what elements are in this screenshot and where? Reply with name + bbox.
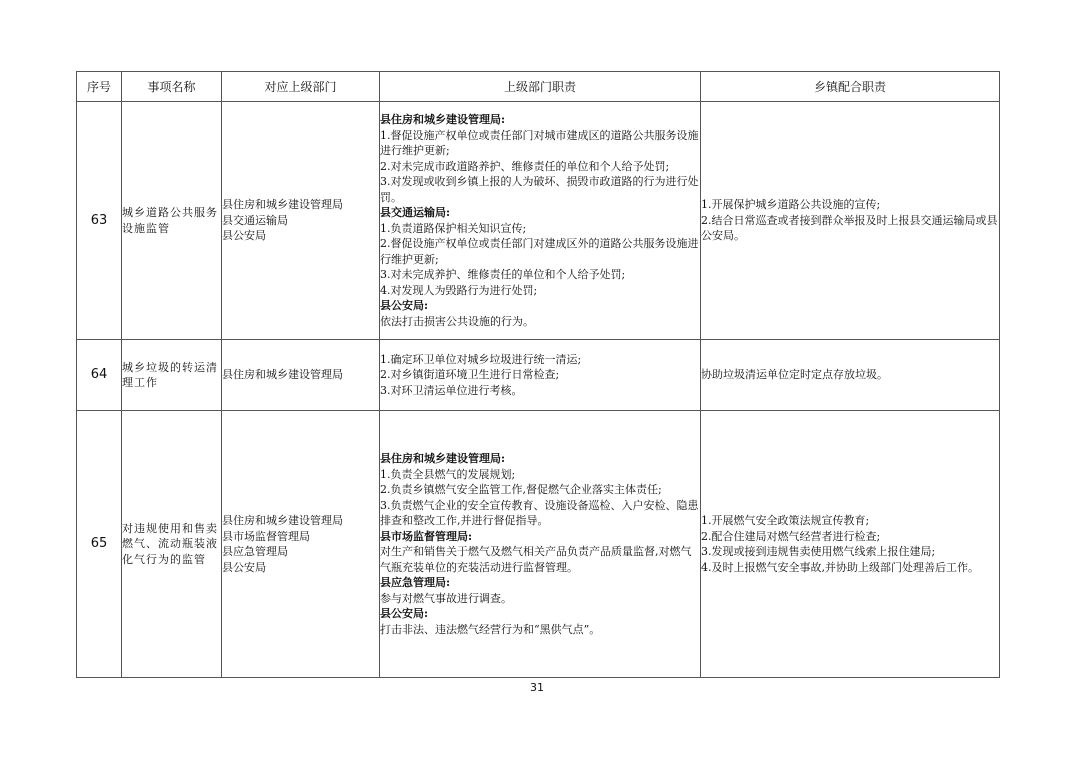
duty-line: 3.负责燃气企业的安全宣传教育、设施设备巡检、入户安检、隐患排查和整改工作,并进行督促指导。 — [380, 498, 699, 527]
duty-line: 1.确定环卫单位对城乡垃圾进行统一清运; — [380, 352, 582, 366]
row-number: 65 — [77, 411, 122, 678]
duty-department-heading: 县公安局: — [380, 299, 429, 312]
list-line: 3.发现或接到违规售卖使用燃气线索上报住建局; — [701, 545, 936, 558]
table-row — [77, 102, 1000, 340]
row-number: 63 — [77, 102, 122, 340]
duty-department-heading: 县市场监督管理局: — [380, 529, 473, 543]
duty-line: 2.负责乡镇燃气安全监管工作,督促燃气企业落实主体责任; — [380, 483, 662, 496]
department-list — [222, 340, 380, 411]
superior-duty-list — [380, 411, 701, 678]
department-list — [222, 411, 380, 678]
item-name: 城乡道路公共服务设施监管 — [122, 102, 222, 340]
township-duty-list — [701, 340, 1000, 411]
list-line: 县公安局 — [222, 560, 266, 574]
table-row — [77, 411, 1000, 678]
responsibility-table — [76, 71, 1000, 678]
page-number: 31 — [530, 681, 544, 694]
department-list — [222, 102, 380, 340]
duty-department-heading: 县住房和城乡建设管理局: — [380, 452, 506, 465]
header-item-name: 事项名称 — [122, 72, 222, 102]
header-township-duties: 乡镇配合职责 — [701, 72, 1000, 102]
duty-line: 打击非法、违法燃气经营行为和“黑供气点”。 — [380, 622, 601, 636]
duty-line: 3.对环卫清运单位进行考核。 — [380, 383, 523, 397]
duty-line: 1.负责全县燃气的发展规划; — [380, 467, 516, 481]
superior-duty-list — [380, 340, 701, 411]
item-name: 城乡垃圾的转运清理工作 — [122, 340, 222, 411]
header-superior-duties: 上级部门职责 — [380, 72, 701, 102]
duty-department-heading: 县应急管理局: — [380, 576, 451, 589]
duty-line: 1.督促设施产权单位或责任部门对城市建成区的道路公共服务设施进行维护更新; — [380, 128, 699, 157]
list-line: 协助垃圾清运单位定时定点存放垃圾。 — [701, 368, 888, 382]
duty-department-heading: 县公安局: — [380, 607, 429, 620]
duty-line: 2.对未完成市政道路养护、维修责任的单位和个人给予处罚; — [380, 159, 670, 173]
list-line: 县交通运输局 — [222, 213, 288, 227]
table-row — [77, 340, 1000, 411]
duty-department-heading: 县交通运输局: — [380, 206, 451, 219]
header-serial-number: 序号 — [77, 72, 122, 102]
duty-line: 4.对发现人为毁路行为进行处罚; — [380, 283, 538, 297]
superior-duty-list — [380, 102, 701, 340]
list-line: 县住房和城乡建设管理局 — [222, 198, 343, 212]
duty-line: 依法打击损害公共设施的行为。 — [380, 314, 534, 328]
item-name: 对违规使用和售卖燃气、流动瓶装液化气行为的监管 — [122, 411, 222, 678]
list-line: 县住房和城乡建设管理局 — [222, 368, 343, 382]
list-line: 县市场监督管理局 — [222, 529, 310, 543]
duty-line: 2.督促设施产权单位或责任部门对建成区外的道路公共服务设施进行维护更新; — [380, 237, 699, 266]
township-duty-list — [701, 411, 1000, 678]
list-line: 县应急管理局 — [222, 545, 288, 558]
list-line: 1.开展保护城乡道路公共设施的宣传; — [701, 198, 881, 212]
list-line: 县住房和城乡建设管理局 — [222, 514, 343, 527]
header-superior-department: 对应上级部门 — [222, 72, 380, 102]
duty-line: 3.对发现或收到乡镇上报的人为破坏、损毁市政道路的行为进行处罚。 — [380, 175, 699, 204]
duty-line: 1.负责道路保护相关知识宣传; — [380, 221, 527, 235]
row-number: 64 — [77, 340, 122, 411]
list-line: 1.开展燃气安全政策法规宣传教育; — [701, 514, 870, 527]
duty-line: 参与对燃气事故进行调查。 — [380, 591, 512, 605]
duty-line: 2.对乡镇街道环境卫生进行日常检查; — [380, 368, 560, 382]
duty-line: 对生产和销售关于燃气及燃气相关产品负责产品质量监督,对燃气气瓶充装单位的充装活动进行监督管理。 — [380, 545, 692, 574]
duty-line: 3.对未完成养护、维修责任的单位和个人给予处罚; — [380, 268, 626, 281]
list-line: 县公安局 — [222, 229, 266, 243]
duty-department-heading: 县住房和城乡建设管理局: — [380, 113, 506, 126]
list-line: 2.结合日常巡查或者接到群众举报及时上报县交通运输局或县公安局。 — [701, 213, 998, 243]
table-header-row — [77, 72, 1000, 102]
township-duty-list — [701, 102, 1000, 340]
list-line: 4.及时上报燃气安全事故,并协助上级部门处理善后工作。 — [701, 560, 979, 574]
list-line: 2.配合住建局对燃气经营者进行检查; — [701, 529, 881, 543]
